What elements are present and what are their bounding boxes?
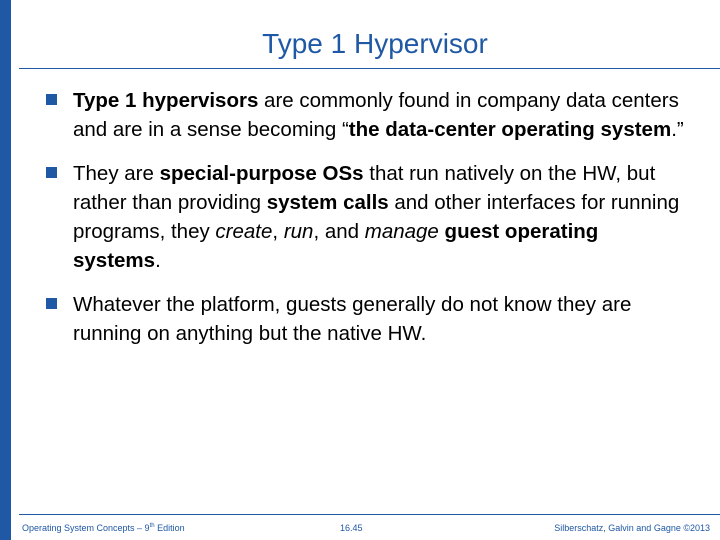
body-text: .	[155, 249, 161, 272]
bold-text: special-purpose OSs	[159, 162, 364, 185]
italic-text: manage	[364, 220, 439, 243]
bullet-item	[46, 159, 686, 275]
square-bullet-icon	[46, 94, 57, 105]
bold-text: system calls	[266, 191, 389, 214]
page-number: 16.45	[340, 523, 363, 533]
slide-title: Type 1 Hypervisor	[262, 28, 488, 59]
italic-text: create	[215, 220, 273, 243]
footer-book-text: Operating System Concepts – 9	[22, 523, 150, 533]
left-accent-bar	[0, 0, 11, 540]
title-divider	[19, 68, 720, 69]
footer-divider	[19, 514, 720, 515]
bold-text: the data-center operating system	[348, 118, 672, 141]
footer-book-title	[22, 523, 185, 533]
bullet-item	[46, 290, 686, 348]
square-bullet-icon	[46, 167, 57, 178]
footer-edition-sup: th	[149, 523, 155, 529]
italic-text: run	[283, 220, 314, 243]
footer-copyright: Silberschatz, Galvin and Gagne ©2013	[554, 523, 710, 533]
body-text: that run natively on the HW, but rather than providing	[73, 162, 656, 214]
body-text: Whatever the platform, guests generally do not know they are running on anything but the native HW.	[73, 293, 632, 345]
body-text: and other interfaces for running programs, they	[73, 191, 680, 243]
square-bullet-icon	[46, 298, 57, 309]
footer-edition-text: Edition	[154, 523, 185, 533]
body-text: ,	[272, 220, 284, 243]
body-text: , and	[313, 220, 365, 243]
bold-text: Type 1 hypervisors	[73, 89, 259, 112]
bullet-item	[46, 86, 686, 144]
bold-text: guest operating systems	[73, 220, 599, 272]
body-text: They are	[73, 162, 160, 185]
bullet-list	[46, 86, 686, 363]
body-text: are commonly found in company data centers and are in a sense becoming “	[73, 89, 679, 141]
body-text: .”	[671, 118, 684, 141]
